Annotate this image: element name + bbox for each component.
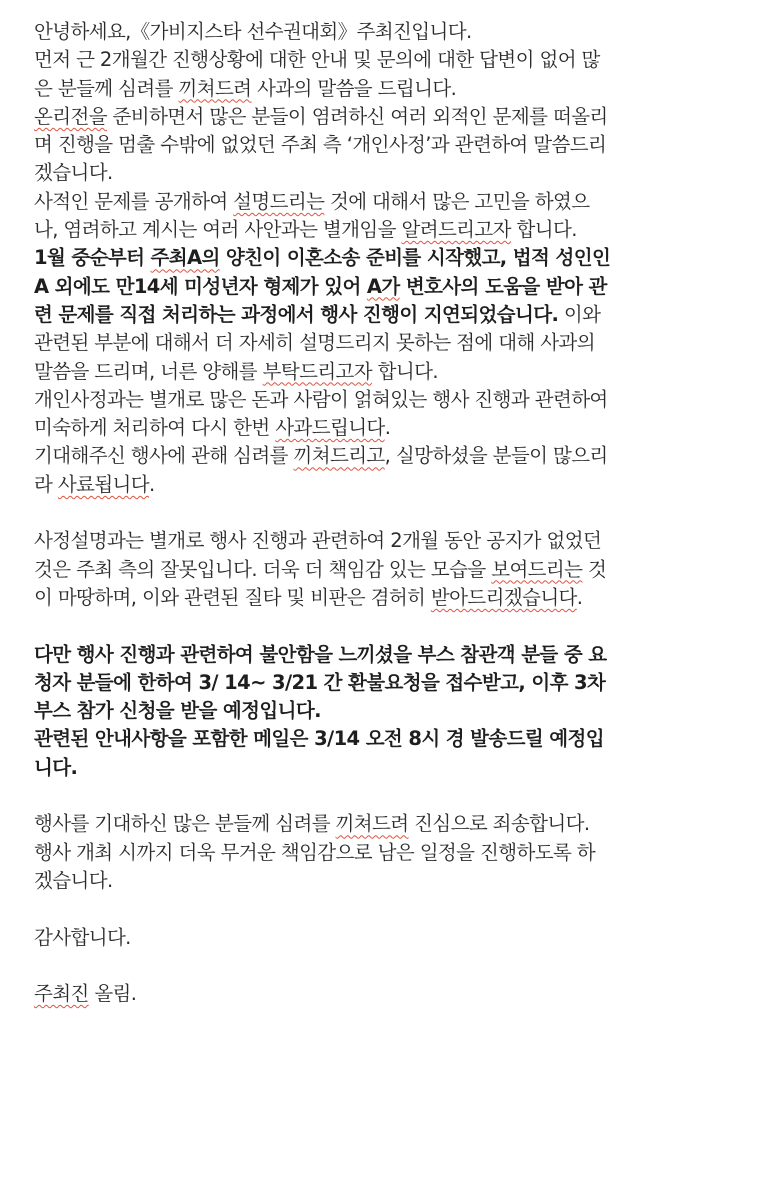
blank-line [34,499,734,527]
spellcheck-word: 끼쳐드리고 [293,444,385,468]
text-line: 나, 염려하고 계시는 여러 사안과는 별개임을 알려드리고자 합니다. [34,218,577,242]
spellcheck-word: 끼쳐드려 [178,76,252,100]
text-line-bold: 청자 분들에 한하여 3/ 14~ 3/21 간 환불요청을 접수받고, 이후 3차 [34,670,606,694]
text-line: 사적인 문제를 공개하여 설명드리는 것에 대해서 많은 고민을 하였으 [34,189,590,213]
text-line: 것은 주최 측의 잘못입니다. 더욱 더 책임감 있는 모습을 보여드리는 것 [34,557,607,581]
text-line: 개인사정과는 별개로 많은 돈과 사람이 얽혀있는 행사 진행과 관련하여 [34,387,608,411]
text-line: 관련된 부분에 대해서 더 자세히 설명드리지 못하는 점에 대해 사과의 [34,331,596,355]
notice-document [34,18,734,1008]
text-line: 먼저 근 2개월간 진행상황에 대한 안내 및 문의에 대한 답변이 없어 많 [34,48,600,72]
text-line: 말씀을 드리며, 너른 양해를 부탁드리고자 합니다. [34,359,438,383]
spellcheck-word: 알려드리고자 [401,218,511,242]
text-line-bold: 관련된 안내사항을 포함한 메일은 3/14 오전 8시 경 발송드릴 예정입 [34,727,605,751]
spellcheck-word: 보여드리는 [491,557,583,581]
text-line: 겠습니다. [34,161,113,185]
spellcheck-word: 설명드리는 [233,189,325,213]
spellcheck-word: 사과드립니다 [275,416,385,440]
spellcheck-word: A가 [366,274,400,298]
text-line: 겠습니다. [34,868,113,892]
paragraph-apology [34,527,734,612]
spellcheck-word: 사료됩니다 [57,472,150,496]
paragraph-closing [34,810,734,895]
spellcheck-word: 주최진 [34,982,89,1006]
blank-line [34,952,734,980]
blank-line [34,612,734,640]
thanks-line: 감사합니다. [34,925,131,949]
text-line: 행사 개최 시까지 더욱 무거운 책임감으로 남은 일정을 진행하도록 하 [34,840,596,864]
text-line-bold: 니다. [34,755,78,779]
spellcheck-word: 끼쳐드려 [335,812,409,836]
text-line: 라 사료됩니다. [34,472,155,496]
text-line: 미숙하게 처리하여 다시 한번 사과드립니다. [34,416,391,440]
spellcheck-word: 온리전을 [34,104,107,128]
text-line: 며 진행을 멈출 수밖에 없었던 주최 측 ‘개인사정’과 관련하여 말씀드리 [34,133,607,157]
text-line-bold: 부스 참가 신청을 받을 예정입니다. [34,699,321,723]
text-line-bold: 1월 중순부터 주최A의 양친이 이혼소송 준비를 시작했고, 법적 성인인 [34,246,611,270]
text-line: 안녕하세요,《가비지스타 선수권대회》주최진입니다. [34,20,472,43]
paragraph-refund [34,641,734,782]
text-line: 이 마땅하며, 이와 관련된 질타 및 비판은 겸허히 받아드리겠습니다. [34,585,583,609]
text-line: 행사를 기대하신 많은 분들께 심려를 끼쳐드려 진심으로 죄송합니다. [34,812,590,836]
text-line: 은 분들께 심려를 끼쳐드려 사과의 말씀을 드립니다. [34,76,457,100]
blank-line [34,895,734,923]
text-line: 기대해주신 행사에 관해 심려를 끼쳐드리고, 실망하셨을 분들이 많으리 [34,444,608,468]
text-line-bold: A 외에도 만14세 미성년자 형제가 있어 A가 변호사의 도움을 받아 관 [34,274,607,298]
paragraph-intro [34,18,734,499]
spellcheck-word: 부탁드리고자 [262,359,373,383]
spellcheck-word: 받아드리겠습니다 [430,585,577,609]
text-line: 련 문제를 직접 처리하는 과정에서 행사 진행이 지연되었습니다. 이와 [34,302,601,326]
text-line-bold: 다만 행사 진행과 관련하여 불안함을 느끼셨을 부스 참관객 분들 중 요 [34,642,607,666]
signature: 주최진 올림. [34,982,137,1006]
text-line: 온리전을 준비하면서 많은 분들이 염려하신 여러 외적인 문제를 떠올리 [34,104,608,128]
spellcheck-word: 주최A의 [150,246,220,270]
text-line: 사정설명과는 별개로 행사 진행과 관련하여 2개월 동안 공지가 없었던 [34,529,602,553]
blank-line [34,782,734,810]
